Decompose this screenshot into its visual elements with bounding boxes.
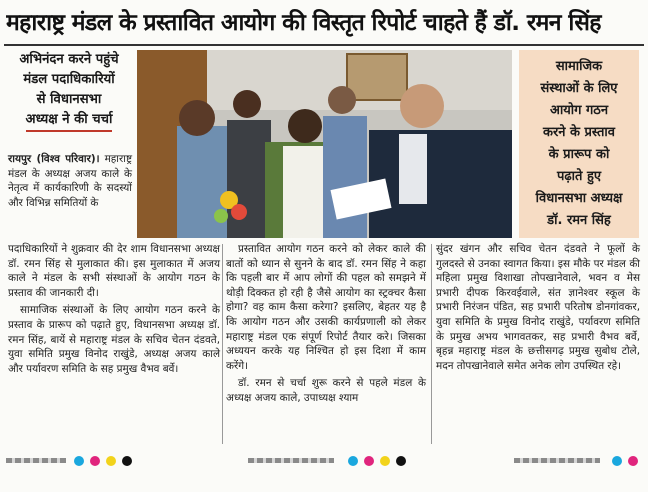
cyan-registration-dot (612, 456, 622, 466)
article-paragraph: सामाजिक संस्थाओं के लिए आयोग गठन करने के प्रस्ताव के प्रारूप को पढ़ाते हुए, विधानसभा अध्यक्ष डॉ. रमन सिंह, बायें से महाराष्ट्र मंडल के सचिव चेतन दंडवते, युवा समिति प्रमुख विनोद राखुंडे, अध्यक्ष अजय काले और पर्यावरण समिति के सह प्रमुख वैभव बर्वे। (8, 304, 220, 375)
subheadline-line: से विधानसभा (36, 92, 102, 107)
caption-line: सामाजिक (555, 59, 603, 74)
photo-caption-box (519, 50, 639, 238)
caption-line: विधानसभा अध्यक्ष (535, 191, 623, 206)
column-divider (431, 244, 432, 444)
article-column-1 (8, 242, 220, 379)
news-photo (137, 50, 512, 238)
article-column-3 (436, 242, 640, 376)
magenta-registration-dot (628, 456, 638, 466)
article-paragraph: डॉ. रमन से चर्चा शुरू करने से पहले मंडल के अध्यक्ष अजय काले, उपाध्यक्ष श्याम (226, 377, 426, 404)
article-paragraph: प्रस्तावित आयोग गठन करने को लेकर काले की बातों को ध्यान से सुनने के बाद डॉ. रमन सिंह ने कहा कि पहली बार में आप लोगों की पहल को समझने में थोड़ी दिक्कत हो रही है जैसे आयोग का स्ट्रक्चर कैसा होगा? वह काम कैसा करेगा? इसलिए, बेहतर यह है कि आयोग गठन और उसकी कार्यप्रणाली को लेकर महाराष्ट्र मंडल एक संपूर्ण रिपोर्ट तैयार करे। जिसका अध्ययन करके यह निश्चित हो इस दिशा में काम करेंगे। (226, 243, 426, 372)
article-column-1-top (8, 152, 132, 213)
article-column-2 (226, 242, 426, 409)
photo-caption-text (519, 56, 639, 232)
caption-line: आयोग गठन (549, 103, 609, 118)
print-registration-strip (0, 448, 648, 492)
news-photo-illustration (137, 50, 512, 238)
black-registration-dot (122, 456, 132, 466)
subheadline (6, 50, 132, 132)
caption-line: संस्थाओं के लिए (540, 81, 618, 96)
yellow-registration-dot (106, 456, 116, 466)
caption-line: पढ़ाते हुए (556, 169, 602, 184)
cyan-registration-dot (74, 456, 84, 466)
subheadline-line: अभिनंदन करने पहुंचे (19, 52, 119, 67)
registration-pattern (248, 458, 334, 463)
cyan-registration-dot (348, 456, 358, 466)
caption-line: करने के प्रस्ताव (542, 125, 615, 140)
black-registration-dot (396, 456, 406, 466)
yellow-registration-dot (380, 456, 390, 466)
article-text: महाराष्ट्र मंडल के अध्यक्ष अजय काले के नेतृत्व में कार्यकारिणी के सदस्यों और विभिन्न समितियों के (8, 153, 133, 209)
caption-line: डॉ. रमन सिंह (547, 213, 611, 228)
caption-line: के प्रारूप को (548, 147, 610, 162)
registration-pattern (6, 458, 66, 463)
article-paragraph: सुंदर खंगन और सचिव चेतन दंडवते ने फूलों के गुलदस्ते से उनका स्वागत किया। इस मौके पर मंडल की महिला प्रमुख विशाखा तोपखानेवाले, भवन व मेस प्रभारी दीपक किरवईवाले, संत ज्ञानेश्वर स्कूल के प्रभारी निरंजन पंडित, सह प्रभारी परितोष डोनगांवकर, युवा समिति के प्रमुख विनोद राखुंडे, पर्यावरण समिति के प्रमुख अभय भागवतकर, सह प्रभारी वैभव बर्वे, बृहन्न महाराष्ट्र मंडल के छत्तीसगढ़ प्रमुख सुबोध टोले, मदन तोपखानेवाले समेत अनेक लोग उपस्थित रहे। (436, 243, 640, 372)
subheadline-underlined-line: अध्यक्ष ने की चर्चा (26, 110, 113, 132)
magenta-registration-dot (90, 456, 100, 466)
headline-rule (4, 44, 644, 46)
subheadline-line: मंडल पदाधिकारियों (23, 72, 115, 87)
dateline: रायपुर (विश्व परिवार)। (8, 153, 100, 165)
column-divider (222, 244, 223, 444)
headline: महाराष्ट्र मंडल के प्रस्तावित आयोग की विस्तृत रिपोर्ट चाहते हैं डॉ. रमन सिंह (6, 10, 601, 36)
registration-pattern (514, 458, 600, 463)
magenta-registration-dot (364, 456, 374, 466)
article-paragraph: पदाधिकारियों ने शुक्रवार की देर शाम विधानसभा अध्यक्ष डॉ. रमन सिंह से मुलाकात की। इस मुलाकात में अजय काले ने मंडल के सभी संस्थाओं के आयोग गठन के प्रस्ताव की जानकारी दी। (8, 243, 220, 299)
